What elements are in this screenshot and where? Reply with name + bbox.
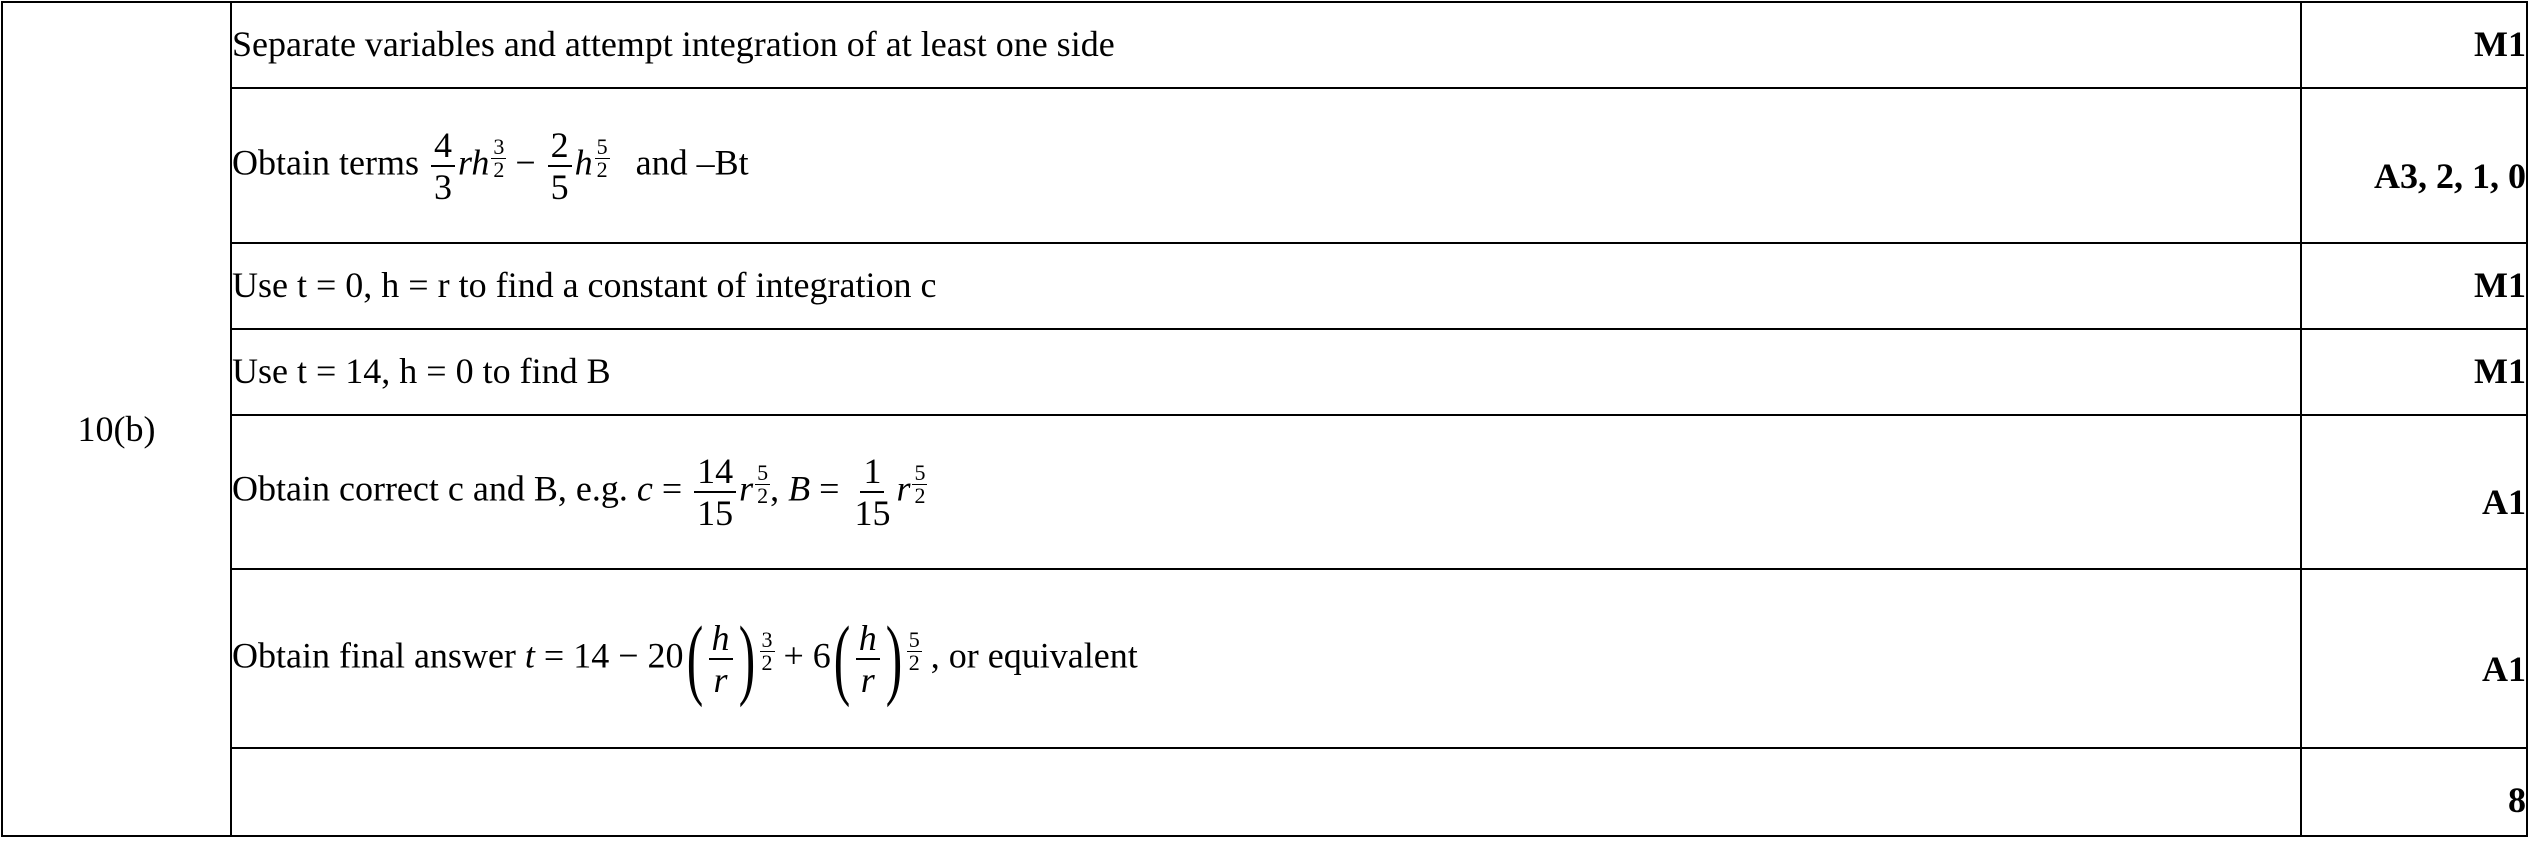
table-row — [2, 2, 2527, 88]
table-row — [2, 569, 2527, 748]
table-row — [2, 88, 2527, 243]
total-mark: 8 — [2508, 780, 2526, 821]
answer-cell — [231, 329, 2301, 415]
answer-text: Obtain terms — [232, 141, 419, 182]
mark-cell — [2301, 88, 2527, 243]
answer-cell — [231, 748, 2301, 836]
table-row — [2, 748, 2527, 836]
answer-text-suffix: and –Bt — [635, 141, 749, 182]
mark-label: M1 — [2474, 24, 2526, 65]
table-row — [2, 243, 2527, 329]
answer-text: Use t = 14, h = 0 to find B — [232, 351, 611, 392]
mark-cell — [2301, 569, 2527, 748]
mark-label: A1 — [2482, 482, 2526, 523]
mark-label: A3, 2, 1, 0 — [2374, 155, 2526, 196]
mark-scheme-table — [1, 1, 2528, 837]
table-row — [2, 415, 2527, 569]
question-number-cell — [2, 2, 231, 836]
answer-text: Obtain final answer — [232, 634, 516, 675]
answer-cell — [231, 415, 2301, 569]
mark-cell — [2301, 329, 2527, 415]
answer-cell — [231, 569, 2301, 748]
constants-formula: c = $\frac{14}{15}$ r $\frac{5}{2}$ , B = $\frac{1}{15}$ r $\frac{5}{2}$ — [636, 451, 926, 533]
mark-cell — [2301, 243, 2527, 329]
answer-text: Separate variables and attempt integration of at least one side — [232, 24, 1115, 65]
final-answer-formula: t = 14 − 20( $\frac{h}{r}$ ) $\frac{3}{2}$ + 6( $\frac{h}{r}$ ) $\frac{5}{2}$ — [524, 608, 920, 708]
mark-label: M1 — [2474, 265, 2526, 306]
mark-cell — [2301, 415, 2527, 569]
answer-cell — [231, 2, 2301, 88]
mark-label: M1 — [2474, 351, 2526, 392]
answer-text: Obtain correct c and B, e.g. — [232, 468, 628, 509]
mark-cell — [2301, 2, 2527, 88]
answer-text-suffix: , or equivalent — [930, 634, 1138, 675]
mark-label: A1 — [2482, 648, 2526, 689]
answer-cell — [231, 243, 2301, 329]
answer-cell — [231, 88, 2301, 243]
question-number: 10(b) — [77, 409, 156, 450]
answer-text: Use t = 0, h = r to find a constant of integration c — [232, 265, 937, 306]
table-row — [2, 329, 2527, 415]
integrated-terms-formula: $\frac{4}{3}$ rh $\frac{3}{2}$ − $\frac{2}{5}$ h $\frac{5}{2}$ — [428, 127, 610, 205]
total-mark-cell — [2301, 748, 2527, 836]
